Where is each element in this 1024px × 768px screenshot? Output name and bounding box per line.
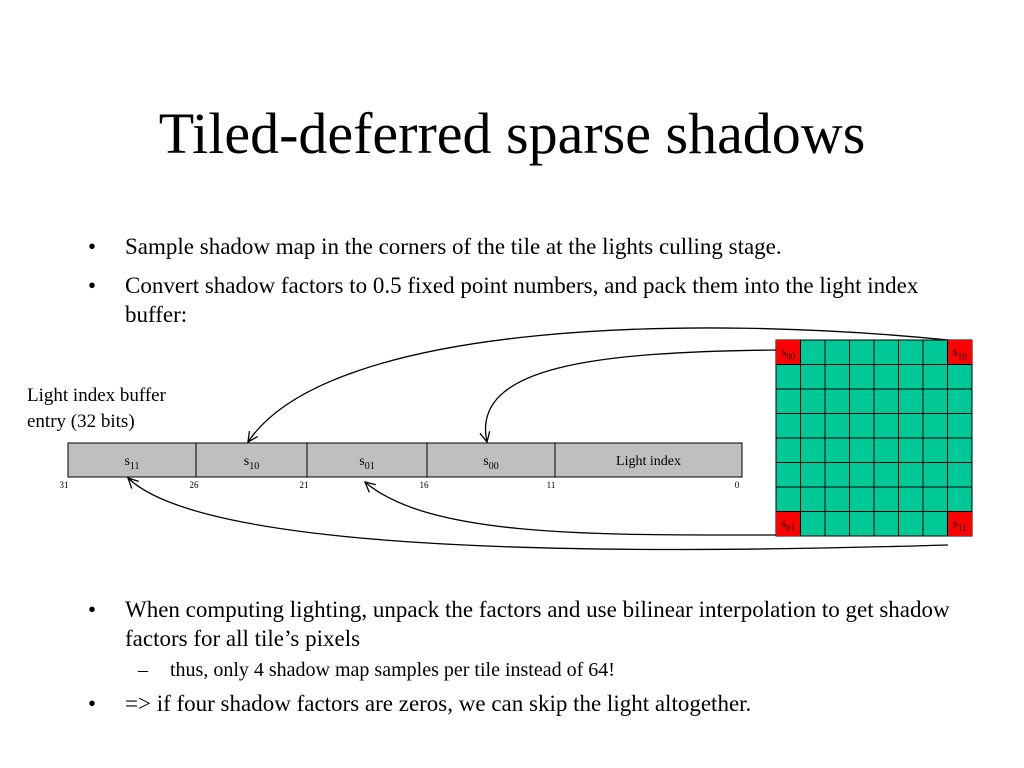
slide-title: Tiled-deferred sparse shadows <box>158 101 866 166</box>
light-index-buffer-entry <box>68 443 742 477</box>
bottom-bullet-list <box>88 595 968 718</box>
sub-bullet-marker: – <box>138 659 148 681</box>
bit-position-label: 16 <box>419 480 429 490</box>
bit-position-label: 21 <box>299 480 309 490</box>
bullet-item <box>88 595 968 653</box>
bullet-item <box>88 689 968 718</box>
bullet-text: Sample shadow map in the corners of the tile at the lights culling stage. <box>125 234 782 259</box>
corner-sample-label: $s_{01}$ <box>781 514 796 533</box>
light-index-field-label: Light index <box>616 454 681 469</box>
corner-sample-label: $s_{00}$ <box>781 343 796 362</box>
bit-position-label: 0 <box>734 480 740 490</box>
bit-position-label: 26 <box>189 480 199 490</box>
bullet-text: When computing lighting, unpack the factors and use bilinear interpolation to get shadow factors for all tile’s pixels <box>125 597 950 651</box>
bullet-marker: • <box>88 691 97 716</box>
bullet-text: Convert shadow factors to 0.5 fixed point numbers, and pack them into the light index buffer: <box>125 273 919 327</box>
shadow-factor-field-label: $s_{10}$ <box>243 454 260 472</box>
bit-position-labels <box>60 480 740 490</box>
sub-bullet-item <box>88 657 968 683</box>
buffer-entry-label-line2: entry (32 bits) <box>27 411 135 432</box>
bit-position-label: 31 <box>59 480 69 490</box>
bit-position-label: 11 <box>546 480 556 490</box>
buffer-entry-label-line1: Light index buffer <box>27 385 166 406</box>
shadow-factor-field-label: $s_{11}$ <box>124 454 140 472</box>
arrow-s00-to-field <box>486 350 776 442</box>
shadow-factor-field-label: $s_{01}$ <box>359 454 375 472</box>
bullet-marker: • <box>88 273 97 298</box>
shadow-factor-field-label: $s_{00}$ <box>483 454 499 472</box>
corner-sample-label: $s_{11}$ <box>952 514 967 533</box>
tile-grid <box>776 340 972 536</box>
bullet-text: => if four shadow factors are zeros, we can skip the light altogether. <box>125 691 752 716</box>
bullet-marker: • <box>88 234 97 259</box>
sub-bullet-text: thus, only 4 shadow map samples per tile instead of 64! <box>170 659 615 681</box>
corner-sample-label: $s_{10}$ <box>952 343 967 362</box>
bullet-marker: • <box>88 597 97 622</box>
